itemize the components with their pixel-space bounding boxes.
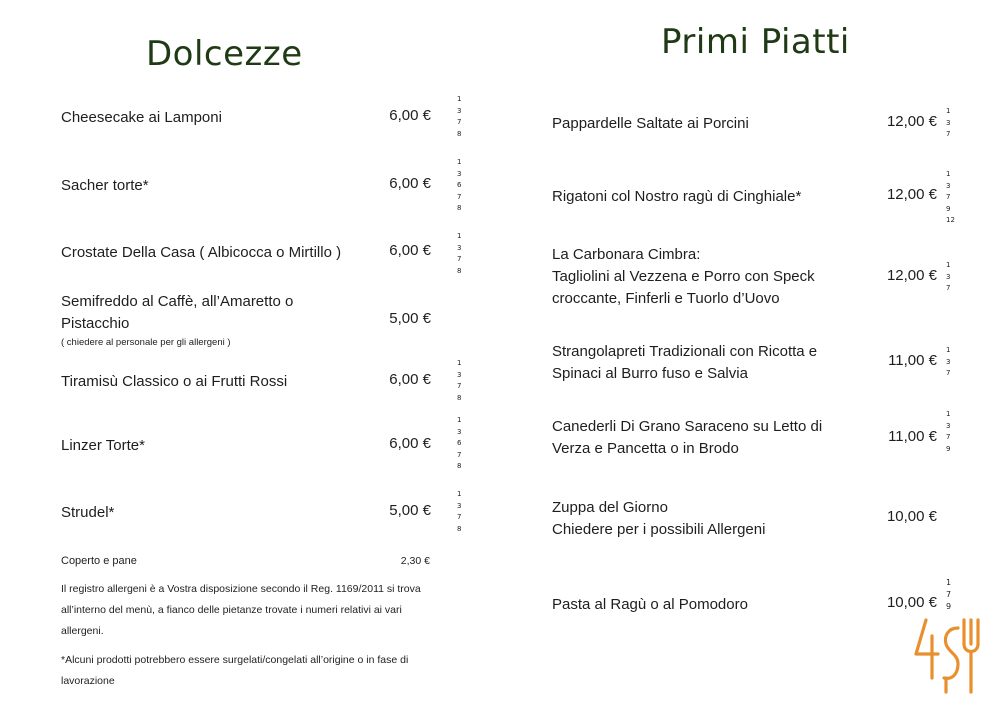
allergen-code: 7 [946,284,951,292]
allergen-codes [457,415,471,473]
allergen-code: 6 [457,181,462,189]
allergen-code: 7 [946,590,952,599]
allergen-code: 1 [457,95,462,103]
menu-item-name: Cheesecake ai Lamponi [61,109,222,126]
allergen-code: 8 [457,524,462,533]
left-section-title: Dolcezze [146,34,303,74]
allergen-code: 3 [457,501,462,510]
menu-item-name: Pasta al Ragù o al Pomodoro [552,596,748,613]
allergen-code: 7 [457,513,462,521]
allergen-code: 9 [946,602,952,611]
allergen-code: 1 [946,346,951,354]
allergen-code: 8 [457,204,462,212]
allergen-code: 8 [457,266,462,275]
allergen-code: 3 [946,118,951,127]
menu-item-description: croccante, Finferli e Tuorlo d’Uovo [552,290,780,307]
allergen-code: 12 [946,216,955,224]
allergen-code: 8 [457,129,462,138]
allergen-code: 3 [946,272,951,281]
menu-item-price: 5,00 € [389,502,431,519]
menu-item-price: 11,00 € [888,428,937,445]
menu-item-title: La Carbonara Cimbra: [552,246,701,263]
allergen-code: 8 [457,393,462,402]
menu-item-price: 10,00 € [886,594,937,611]
menu-item-name: Tiramisù Classico o ai Frutti Rossi [61,373,288,390]
allergen-codes [457,157,471,215]
menu-item-description: Spinaci al Burro fuso e Salvia [552,365,748,382]
menu-item-price: 6,00 € [389,435,431,452]
menu-item-price: 6,00 € [389,107,431,124]
menu-item-price: 6,00 € [389,175,431,192]
allergen-codes [946,260,960,295]
allergen-code: 1 [457,158,462,166]
allergen-code: 9 [946,444,951,453]
menu-item-price: 6,00 € [389,371,431,388]
allergen-codes [946,577,960,613]
allergen-codes [457,489,471,535]
menu-item-price: 12,00 € [886,113,937,130]
menu-item-name [552,416,852,460]
allergen-code: 3 [946,421,951,430]
allergen-register-note: Il registro allergeni è a Vostra disposizione secondo il Reg. 1169/2011 si trova all’interno del menù, a fianco delle pietanze trovate i numeri relativi ai vari allergeni. [61,583,421,637]
menu-item-name [61,291,321,349]
allergen-codes [457,231,471,277]
allergen-code: 1 [946,578,952,587]
menu-item-title: Strangolapreti Tradizionali con Ricotta e [552,343,818,360]
allergen-code: 7 [457,192,462,201]
menu-item-name: Sacher torte* [61,177,149,194]
allergen-code: 1 [457,416,462,424]
fork-spoon-logo-icon [912,614,984,696]
menu-item-price: 11,00 € [888,352,937,369]
allergen-code: 7 [946,193,951,201]
menu-item-name [552,497,852,541]
menu-item-title: Semifreddo al Caffè, all’Amaretto o Pistacchio [61,293,294,332]
allergen-code: 3 [457,169,462,178]
menu-item-name [552,244,852,310]
menu-item-price: 12,00 € [886,267,937,284]
menu-item-description: Chiedere per i possibili Allergeni [552,521,766,538]
allergen-code: 7 [946,433,951,441]
allergen-code: 7 [457,382,462,390]
allergen-code: 1 [457,490,462,498]
menu-item-description: Tagliolini al Vezzena e Porro con Speck [552,268,815,285]
menu-item-name: Rigatoni col Nostro ragù di Cinghiale* [552,188,802,205]
frozen-products-note: *Alcuni prodotti potrebbero essere surgelati/congelati all’origine o in fase di lavorazione [61,654,409,687]
allergen-code: 7 [457,255,462,263]
menu-item-title: Canederli Di Grano Saraceno su Letto di [552,418,823,435]
allergen-code: 3 [457,370,462,379]
menu-item-name: Crostate Della Casa ( Albicocca o Mirtillo ) [61,244,342,261]
menu-item-price: 12,00 € [886,186,937,203]
allergen-code: 3 [946,357,951,366]
allergen-code: 3 [457,243,462,252]
menu-item-name [552,341,852,385]
allergen-code: 1 [946,107,951,115]
menu-item-price: 6,00 € [389,242,431,259]
allergen-code: 1 [946,261,951,269]
menu-item-price: 10,00 € [886,508,937,525]
right-section-title: Primi Piatti [661,22,850,62]
allergen-code: 1 [457,359,462,367]
allergen-code: 7 [457,450,462,459]
allergen-codes [946,106,960,141]
allergen-codes [457,358,471,404]
allergen-code: 7 [457,118,462,126]
allergen-code: 3 [946,181,951,190]
menu-item-name: Linzer Torte* [61,437,145,454]
allergen-codes [946,345,960,380]
allergen-code: 7 [946,369,951,377]
coperto-label: Coperto e pane [61,555,137,567]
allergen-code: 1 [946,410,951,418]
allergen-codes [946,409,960,455]
menu-item-name: Strudel* [61,504,115,521]
allergen-codes [946,169,960,227]
allergen-code: 1 [457,232,462,240]
coperto-price: 2,30 € [400,555,430,567]
allergen-code: 3 [457,106,462,115]
allergen-note: ( chiedere al personale per gli allergeni ) [61,337,231,348]
allergen-codes [457,94,471,140]
allergen-code: 3 [457,427,462,436]
menu-item-price: 5,00 € [389,310,431,327]
allergen-code: 6 [457,439,462,447]
menu-item-title: Zuppa del Giorno [552,499,668,516]
allergen-code: 8 [457,462,462,470]
allergen-code: 9 [946,204,951,213]
allergen-code: 1 [946,170,951,178]
menu-item-description: Verza e Pancetta o in Brodo [552,440,739,457]
allergen-code: 7 [946,130,951,138]
menu-item-name: Pappardelle Saltate ai Porcini [552,115,749,132]
